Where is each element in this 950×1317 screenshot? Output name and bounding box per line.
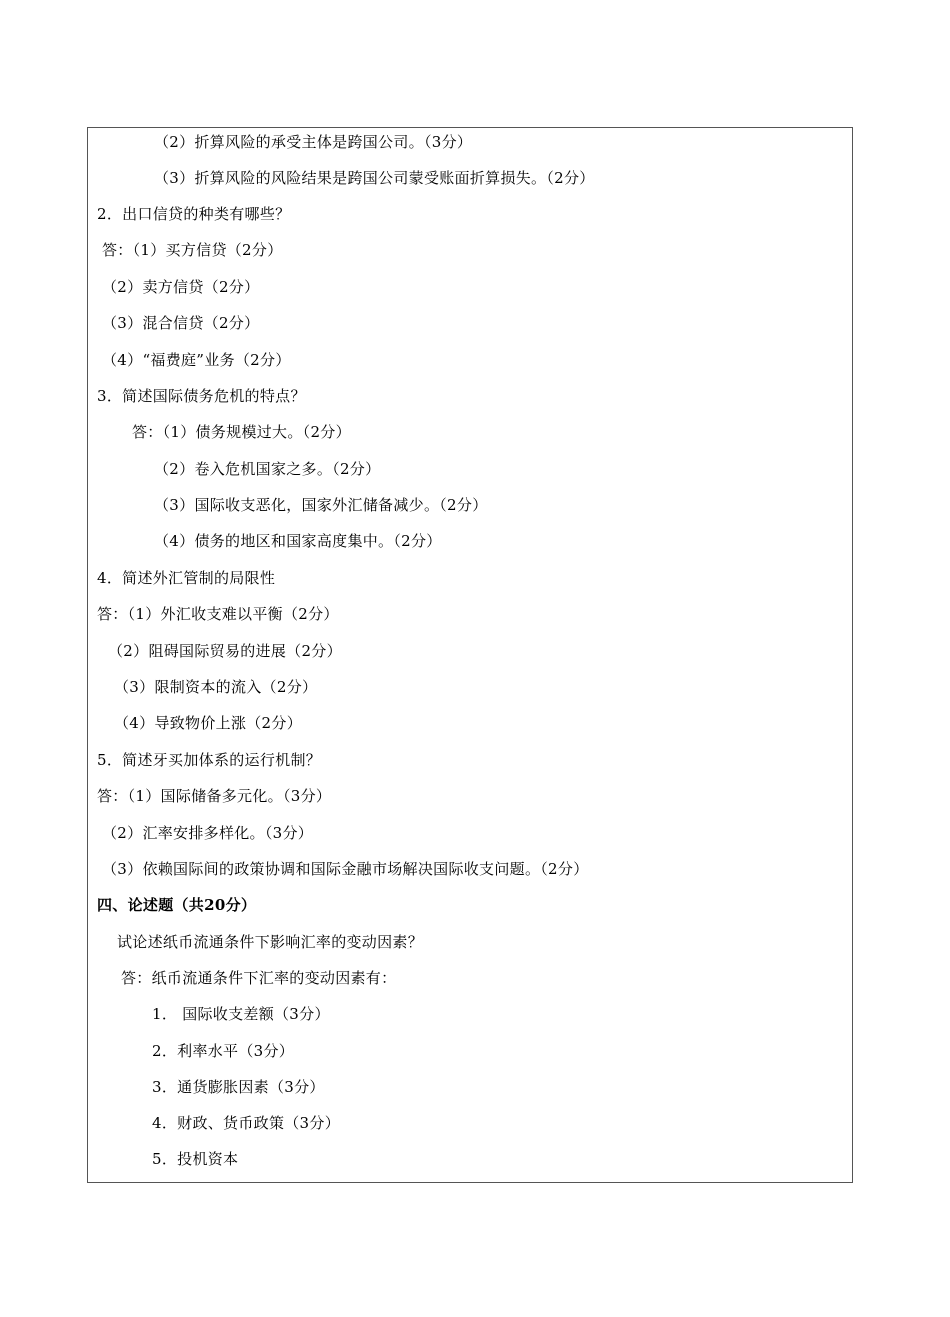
answer-line: （4）债务的地区和国家高度集中。（2分） <box>154 532 442 550</box>
answer-line: （4）“福费庭”业务（2分） <box>102 351 291 369</box>
answer-item: 2．利率水平（3分） <box>152 1042 295 1060</box>
answer-item: 3．通货膨胀因素（3分） <box>152 1078 325 1096</box>
answer-line: （2）折算风险的承受主体是跨国公司。（3分） <box>154 133 473 151</box>
answer-line: （2）卖方信贷（2分） <box>102 278 260 296</box>
answer-line: （3）国际收支恶化，国家外汇储备减少。（2分） <box>154 496 488 514</box>
question-heading: 4．简述外汇管制的局限性 <box>97 569 276 587</box>
section-heading: 四、论述题（共20分） <box>97 896 257 914</box>
answer-box <box>87 127 853 1183</box>
answer-line: （2）卷入危机国家之多。（2分） <box>154 460 381 478</box>
answer-line: 答：（1）国际储备多元化。（3分） <box>97 787 332 805</box>
answer-line: （3）依赖国际间的政策协调和国际金融市场解决国际收支问题。（2分） <box>102 860 589 878</box>
answer-line: （3）限制资本的流入（2分） <box>114 678 318 696</box>
answer-item: 1． 国际收支差额（3分） <box>152 1005 330 1023</box>
question-heading: 2．出口信贷的种类有哪些？ <box>97 205 291 223</box>
answer-line: （3）混合信贷（2分） <box>102 314 260 332</box>
question-heading: 5．简述牙买加体系的运行机制？ <box>97 751 322 769</box>
answer-line: （4）导致物价上涨（2分） <box>114 714 302 732</box>
answer-line: 答：纸币流通条件下汇率的变动因素有： <box>121 969 397 987</box>
answer-item: 4．财政、货币政策（3分） <box>152 1114 340 1132</box>
answer-line: 答：（1）债务规模过大。（2分） <box>132 423 351 441</box>
question-heading: 3．简述国际债务危机的特点？ <box>97 387 306 405</box>
answer-line: 答：（1）外汇收支难以平衡（2分） <box>97 605 339 623</box>
answer-item: 5．投机资本 <box>152 1150 239 1168</box>
answer-line: 答：（1）买方信贷（2分） <box>102 241 283 259</box>
essay-question: 试论述纸币流通条件下影响汇率的变动因素？ <box>117 933 424 951</box>
answer-line: （2）汇率安排多样化。（3分） <box>102 824 314 842</box>
answer-line: （3）折算风险的风险结果是跨国公司蒙受账面折算损失。（2分） <box>154 169 595 187</box>
answer-line: （2）阻碍国际贸易的进展（2分） <box>108 642 342 660</box>
